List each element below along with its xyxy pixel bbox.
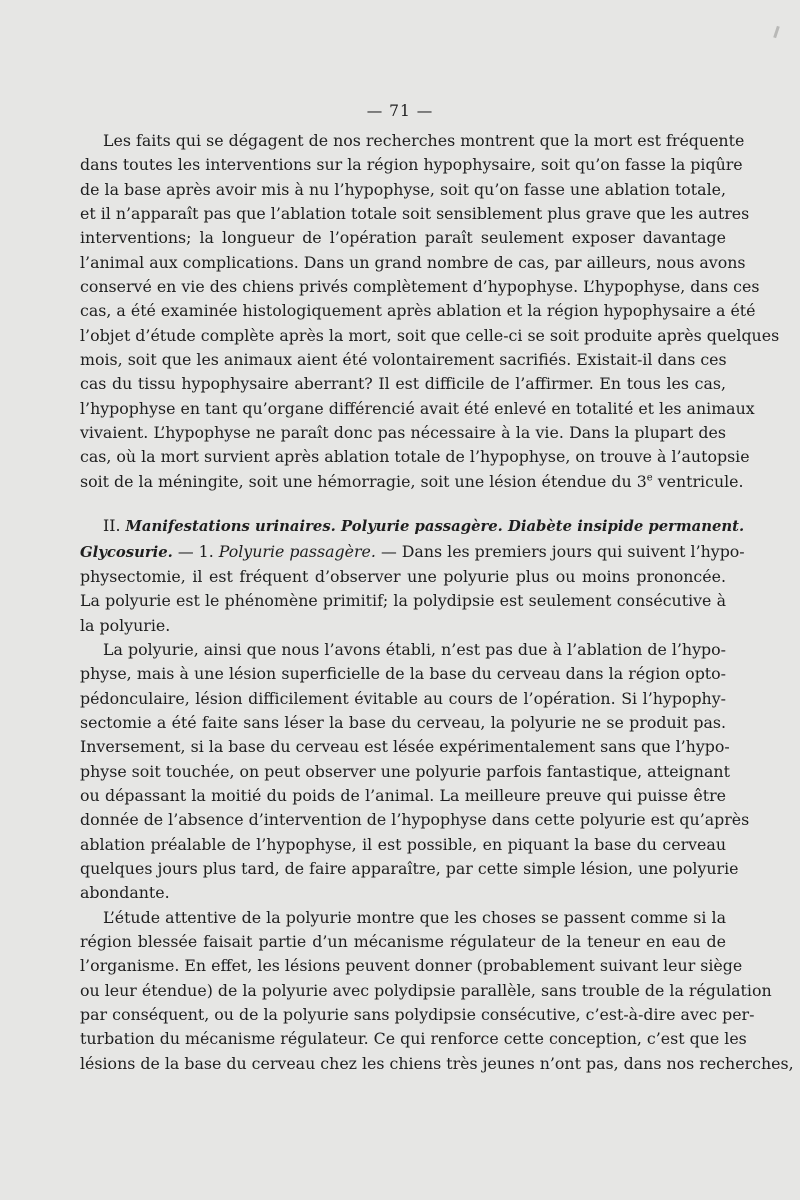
text-line: ou dépassant la moitié du poids de l’animal. La meilleure preuve qui puisse être	[80, 785, 726, 805]
text-line: Inversement, si la base du cerveau est lésée expérimentalement sans que l’hypo-	[80, 737, 730, 757]
text-line: dans toutes les interventions sur la région hypophysaire, soit qu’on fasse la piqûre	[80, 155, 743, 175]
text-line: physe, mais à une lésion superficielle de la base du cerveau dans la région opto-	[80, 664, 726, 684]
text-line	[80, 540, 745, 565]
text-line: et il n’apparaît pas que l’ablation totale soit sensiblement plus grave que les autres	[80, 204, 750, 224]
text-line: la polyurie.	[80, 615, 171, 635]
text-line: l’organisme. En effet, les lésions peuvent donner (probablement suivant leur siège	[80, 956, 743, 976]
paragraph-2	[80, 638, 750, 906]
text-line: physectomie, il est fréquent d’observer une polyurie plus ou moins prononcée.	[80, 566, 726, 586]
scan-speck	[773, 26, 780, 38]
text-line: ablation préalable de l’hypophyse, il est possible, en piquant la base du cerveau	[80, 834, 726, 854]
text-line	[80, 470, 744, 494]
text-line: interventions; la longueur de l’opération paraît seulement exposer davantage	[80, 228, 726, 248]
subsection-title: Polyurie passagère.	[218, 541, 376, 561]
text-line: L’étude attentive de la polyurie montre que les choses se passent comme si la	[103, 907, 726, 927]
text-fragment: ventricule.	[652, 471, 744, 491]
text-line: vivaient. L’hypophyse ne paraît donc pas nécessaire à la vie. Dans la plupart des	[80, 423, 726, 443]
body-text	[80, 129, 794, 1076]
page-number: — 71 —	[366, 102, 434, 120]
text-line: physe soit touchée, on peut observer une polyurie parfois fantastique, atteignant	[80, 761, 730, 781]
superscript: e	[646, 472, 653, 484]
text-line: Les faits qui se dégagent de nos recherches montrent que la mort est fréquente	[103, 131, 745, 150]
section-gap	[80, 494, 726, 514]
text-line: l’hypophyse en tant qu’organe différencié avait été enlevé en totalité et les animaux	[80, 398, 755, 418]
text-line: conservé en vie des chiens privés complètement d’hypophyse. L’hypophyse, dans ces	[80, 277, 760, 297]
text-fragment: soit de la méningite, soit une hémorragie, soit une lésion étendue du 3	[80, 471, 647, 491]
text-fragment: — Dans les premiers jours qui suivent l’hypo-	[375, 541, 745, 561]
text-line: quelques jours plus tard, de faire apparaître, par cette simple lésion, une polyurie	[80, 858, 739, 878]
text-line: par conséquent, ou de la polyurie sans polydipsie consécutive, c’est-à-dire avec per-	[80, 1005, 755, 1025]
section-heading-paragraph	[80, 514, 745, 638]
text-line: de la base après avoir mis à nu l’hypophyse, soit qu’on fasse une ablation totale,	[80, 179, 726, 199]
text-line: abondante.	[80, 883, 170, 903]
text-line: lésions de la base du cerveau chez les chiens très jeunes n’ont pas, dans nos recherches,	[80, 1053, 794, 1073]
text-line: mois, soit que les animaux aient été volontairement sacrifiés. Existait-il dans ces	[80, 350, 727, 370]
text-line: l’animal aux complications. Dans un grand nombre de cas, par ailleurs, nous avons	[80, 252, 746, 272]
text-line: cas du tissu hypophysaire aberrant? Il est difficile de l’affirmer. En tous les cas,	[80, 374, 726, 394]
text-line: l’objet d’étude complète après la mort, soit que celle-ci se soit produite après quelques	[80, 325, 780, 345]
text-line: cas, où la mort survient après ablation totale de l’hypophyse, on trouve à l’autopsie	[80, 447, 750, 467]
text-line: donnée de l’absence d’intervention de l’hypophyse dans cette polyurie est qu’après	[80, 810, 750, 830]
section-title-continued: Glycosurie.	[80, 543, 173, 561]
text-line: région blessée faisait partie d’un mécanisme régulateur de la teneur en eau de	[80, 932, 726, 951]
text-line: La polyurie est le phénomène primitif; la polydipsie est seulement consécutive à	[80, 591, 726, 611]
paragraph-3	[80, 906, 794, 1076]
text-line: pédonculaire, lésion difficilement évitable au cours de l’opération. Si l’hypophy-	[80, 688, 726, 708]
section-title: Manifestations urinaires. Polyurie passagère. Diabète insipide permanent.	[125, 518, 745, 536]
text-fragment: — 1.	[172, 541, 219, 561]
text-line: ou leur étendue) de la polyurie avec polydipsie parallèle, sans trouble de la régulation	[80, 980, 772, 1000]
text-line: La polyurie, ainsi que nous l’avons établi, n’est pas due à l’ablation de l’hypo-	[103, 639, 726, 659]
section-number: II.	[103, 516, 121, 536]
text-line: turbation du mécanisme régulateur. Ce qui renforce cette conception, c’est que les	[80, 1029, 747, 1049]
section-heading	[80, 514, 745, 539]
text-line: cas, a été examinée histologiquement après ablation et la région hypophysaire a été	[80, 301, 756, 321]
paragraph-1	[80, 129, 780, 494]
text-line: sectomie a été faite sans léser la base du cerveau, la polyurie ne se produit pas.	[80, 712, 726, 732]
